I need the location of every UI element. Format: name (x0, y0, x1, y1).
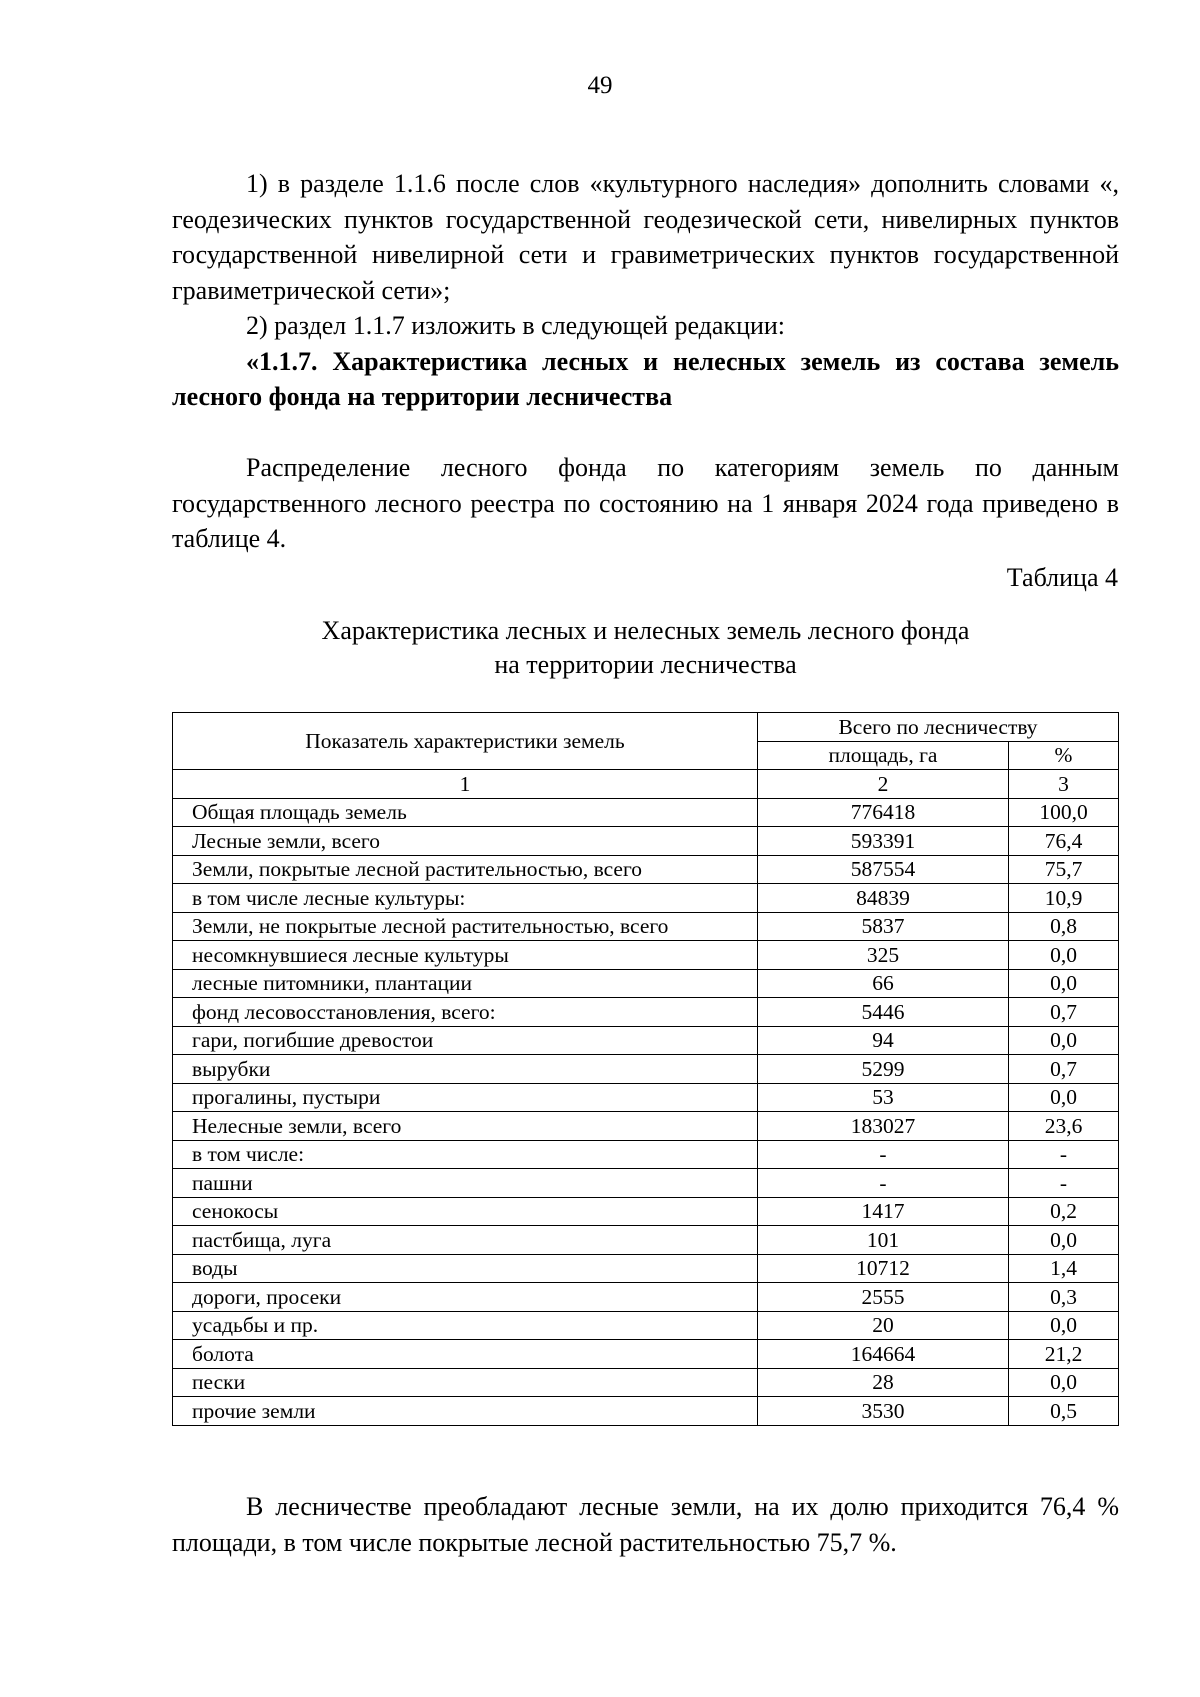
row-percent: 0,0 (1009, 1311, 1119, 1340)
table-row (173, 1254, 1119, 1283)
table-caption-line-1: Характеристика лесных и нелесных земель лесного фонда (321, 616, 970, 645)
row-percent: 0,0 (1009, 1026, 1119, 1055)
row-percent: - (1009, 1169, 1119, 1198)
row-label: несомкнувшиеся лесные культуры (173, 941, 758, 970)
row-label: болота (173, 1340, 758, 1369)
header-percent: % (1009, 741, 1119, 770)
row-area: 28 (758, 1368, 1009, 1397)
table-number: Таблица 4 (1006, 563, 1118, 592)
row-percent: 0,0 (1009, 969, 1119, 998)
table-header-row (173, 713, 1119, 742)
row-area: 164664 (758, 1340, 1009, 1369)
header-area: площадь, га (758, 741, 1009, 770)
column-number-1: 1 (173, 770, 758, 799)
intro-text (172, 450, 1119, 557)
table-row (173, 855, 1119, 884)
row-percent: 1,4 (1009, 1254, 1119, 1283)
amendment-item-1: 1) в разделе 1.1.6 после слов «культурного наследия» дополнить словами «, геодезических пунктов государственной геодезической сети, нивелирных пунктов государственной нивелирной сети и гравиметрических пунктов государственной гравиметрической сети»; (172, 169, 1119, 305)
row-label: Общая площадь земель (173, 798, 758, 827)
table-numbering-row (173, 770, 1119, 799)
column-number-2: 2 (758, 770, 1009, 799)
table-row (173, 1026, 1119, 1055)
column-number-3: 3 (1009, 770, 1119, 799)
table-row (173, 1083, 1119, 1112)
table-row (173, 1283, 1119, 1312)
table-row (173, 1397, 1119, 1426)
table-row (173, 912, 1119, 941)
row-label: гари, погибшие древостои (173, 1026, 758, 1055)
row-label: в том числе: (173, 1140, 758, 1169)
row-percent: - (1009, 1140, 1119, 1169)
table-row (173, 998, 1119, 1027)
row-area: 1417 (758, 1197, 1009, 1226)
row-area: 10712 (758, 1254, 1009, 1283)
row-area: - (758, 1140, 1009, 1169)
table-row (173, 798, 1119, 827)
row-label: Земли, не покрытые лесной растительностью, всего (173, 912, 758, 941)
row-area: 84839 (758, 884, 1009, 913)
row-label: пески (173, 1368, 758, 1397)
row-label: дороги, просеки (173, 1283, 758, 1312)
row-percent: 0,0 (1009, 1083, 1119, 1112)
row-percent: 0,3 (1009, 1283, 1119, 1312)
row-label: лесные питомники, плантации (173, 969, 758, 998)
row-area: 3530 (758, 1397, 1009, 1426)
row-area: 593391 (758, 827, 1009, 856)
table-row (173, 1368, 1119, 1397)
table-row (173, 1169, 1119, 1198)
row-label: прочие земли (173, 1397, 758, 1426)
row-percent: 10,9 (1009, 884, 1119, 913)
table-row (173, 969, 1119, 998)
intro-paragraph: Распределение лесного фонда по категориям земель по данным государственного лесного реестра по состоянию на 1 января 2024 года приведено в таблице 4. (172, 453, 1119, 553)
row-label: Земли, покрытые лесной растительностью, всего (173, 855, 758, 884)
header-indicator: Показатель характеристики земель (173, 713, 758, 770)
closing-paragraph: В лесничестве преобладают лесные земли, на их долю приходится 76,4 % площади, в том числе покрытые лесной растительностью 75,7 %. (172, 1492, 1119, 1557)
table-row (173, 1112, 1119, 1141)
row-label: воды (173, 1254, 758, 1283)
row-percent: 100,0 (1009, 798, 1119, 827)
row-area: 5446 (758, 998, 1009, 1027)
table-caption-line-2: на территории лесничества (494, 650, 797, 679)
row-area: - (758, 1169, 1009, 1198)
table-row (173, 1140, 1119, 1169)
table-row (173, 827, 1119, 856)
row-area: 101 (758, 1226, 1009, 1255)
row-area: 94 (758, 1026, 1009, 1055)
row-label: фонд лесовосстановления, всего: (173, 998, 758, 1027)
section-heading: «1.1.7. Характеристика лесных и нелесных земель из состава земель лесного фонда на территории лесничества (172, 346, 1119, 411)
row-label: прогалины, пустыри (173, 1083, 758, 1112)
row-label: сенокосы (173, 1197, 758, 1226)
row-area: 53 (758, 1083, 1009, 1112)
row-label: пашни (173, 1169, 758, 1198)
row-label: Нелесные земли, всего (173, 1112, 758, 1141)
table-row (173, 1055, 1119, 1084)
row-percent: 0,0 (1009, 1368, 1119, 1397)
closing-text (172, 1489, 1119, 1560)
table-row (173, 941, 1119, 970)
row-percent: 21,2 (1009, 1340, 1119, 1369)
row-percent: 0,0 (1009, 1226, 1119, 1255)
row-label: вырубки (173, 1055, 758, 1084)
table-caption (172, 614, 1119, 682)
page-number: 49 (587, 72, 613, 99)
row-area: 587554 (758, 855, 1009, 884)
row-percent: 75,7 (1009, 855, 1119, 884)
row-percent: 23,6 (1009, 1112, 1119, 1141)
amendment-text (172, 166, 1119, 415)
row-area: 183027 (758, 1112, 1009, 1141)
row-area: 66 (758, 969, 1009, 998)
amendment-item-2: 2) раздел 1.1.7 изложить в следующей редакции: (246, 311, 786, 340)
row-percent: 0,7 (1009, 998, 1119, 1027)
row-percent: 0,5 (1009, 1397, 1119, 1426)
row-area: 2555 (758, 1283, 1009, 1312)
table-row (173, 1340, 1119, 1369)
table-row (173, 1311, 1119, 1340)
header-forestry-total: Всего по лесничеству (758, 713, 1119, 742)
table-row (173, 1226, 1119, 1255)
row-percent: 0,8 (1009, 912, 1119, 941)
row-percent: 0,0 (1009, 941, 1119, 970)
land-characteristics-table (172, 712, 1119, 1426)
row-percent: 0,2 (1009, 1197, 1119, 1226)
row-label: усадьбы и пр. (173, 1311, 758, 1340)
row-area: 776418 (758, 798, 1009, 827)
row-area: 325 (758, 941, 1009, 970)
table-row (173, 1197, 1119, 1226)
row-area: 20 (758, 1311, 1009, 1340)
row-label: Лесные земли, всего (173, 827, 758, 856)
row-area: 5837 (758, 912, 1009, 941)
row-area: 5299 (758, 1055, 1009, 1084)
table-row (173, 884, 1119, 913)
row-percent: 0,7 (1009, 1055, 1119, 1084)
row-percent: 76,4 (1009, 827, 1119, 856)
row-label: пастбища, луга (173, 1226, 758, 1255)
row-label: в том числе лесные культуры: (173, 884, 758, 913)
